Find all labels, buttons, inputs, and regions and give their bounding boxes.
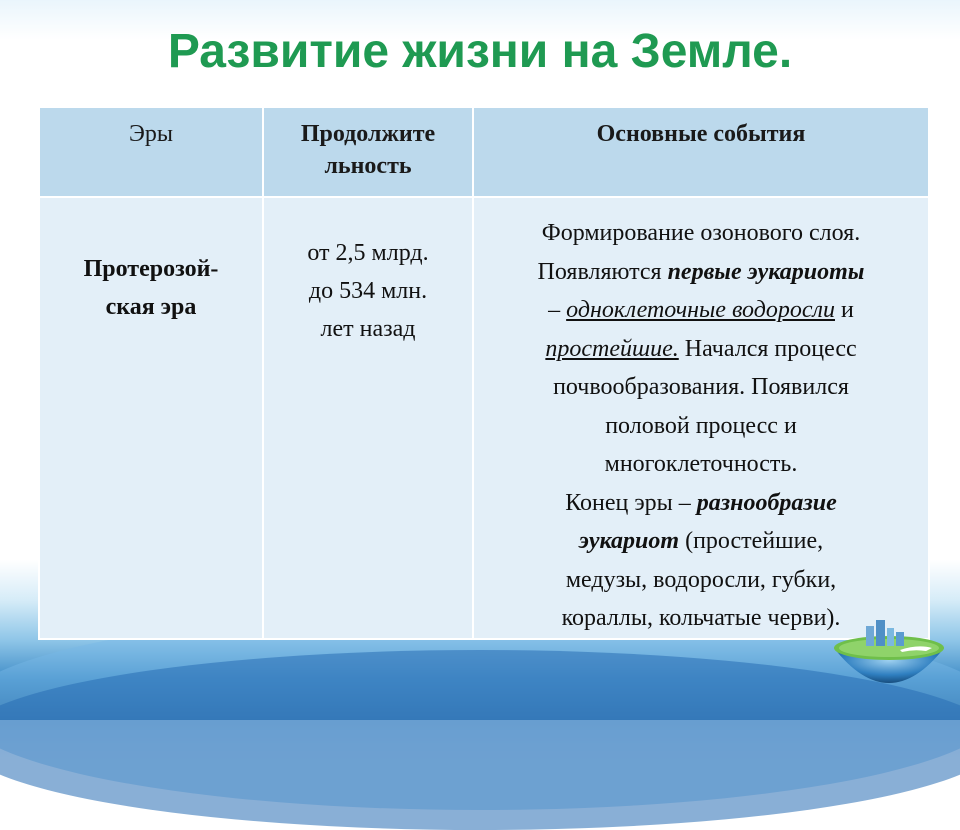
events-text: (простейшие, xyxy=(679,528,824,554)
events-emphasis: разнообразие xyxy=(696,489,837,516)
events-underlined: одноклеточные водоросли xyxy=(566,297,835,323)
events-line-1: Формирование озонового слоя. xyxy=(541,220,861,246)
events-text: – xyxy=(548,297,567,323)
events-emphasis: первые эукариоты xyxy=(667,258,865,285)
events-underlined: простейшие. xyxy=(545,335,679,362)
events-text: Появляются xyxy=(537,258,668,285)
table-row xyxy=(39,197,929,639)
duration-line2: до 534 млн. xyxy=(308,278,428,304)
events-emphasis: эукариот xyxy=(578,528,680,554)
events-line-2 xyxy=(474,253,928,292)
events-text: Начался процесс xyxy=(678,335,857,362)
era-name-line1: Протерозой- xyxy=(83,256,219,282)
duration-line1: от 2,5 млрд. xyxy=(307,240,429,266)
eras-table xyxy=(38,106,930,640)
events-line-4 xyxy=(474,330,928,369)
header-duration-line1: Продолжите xyxy=(300,121,436,147)
events-cell xyxy=(473,197,929,639)
duration-line3: лет назад xyxy=(320,316,416,342)
duration-cell xyxy=(263,197,473,639)
events-line-9 xyxy=(474,522,928,561)
slide-title: Развитие жизни на Земле. xyxy=(167,25,793,78)
background-wave-dark xyxy=(0,650,960,830)
events-text: Конец эры – xyxy=(565,489,697,516)
events-line-6: половой процесс и xyxy=(605,412,797,439)
table-header-row xyxy=(39,107,929,197)
era-name-line2: ская эра xyxy=(105,294,197,320)
header-events: Основные события xyxy=(473,107,929,197)
events-text: и xyxy=(835,297,854,323)
events-line-5: почвообразования. Появился xyxy=(553,374,849,400)
events-line-10: медузы, водоросли, губки, xyxy=(565,566,837,593)
header-duration xyxy=(263,107,473,197)
events-line-3 xyxy=(474,291,928,330)
header-era: Эры xyxy=(39,107,263,197)
header-duration-line2: льность xyxy=(324,153,412,179)
events-line-8 xyxy=(474,484,928,523)
events-line-7: многоклеточность. xyxy=(604,451,798,477)
events-line-11: кораллы, кольчатые черви). xyxy=(561,605,841,631)
era-cell xyxy=(39,197,263,639)
